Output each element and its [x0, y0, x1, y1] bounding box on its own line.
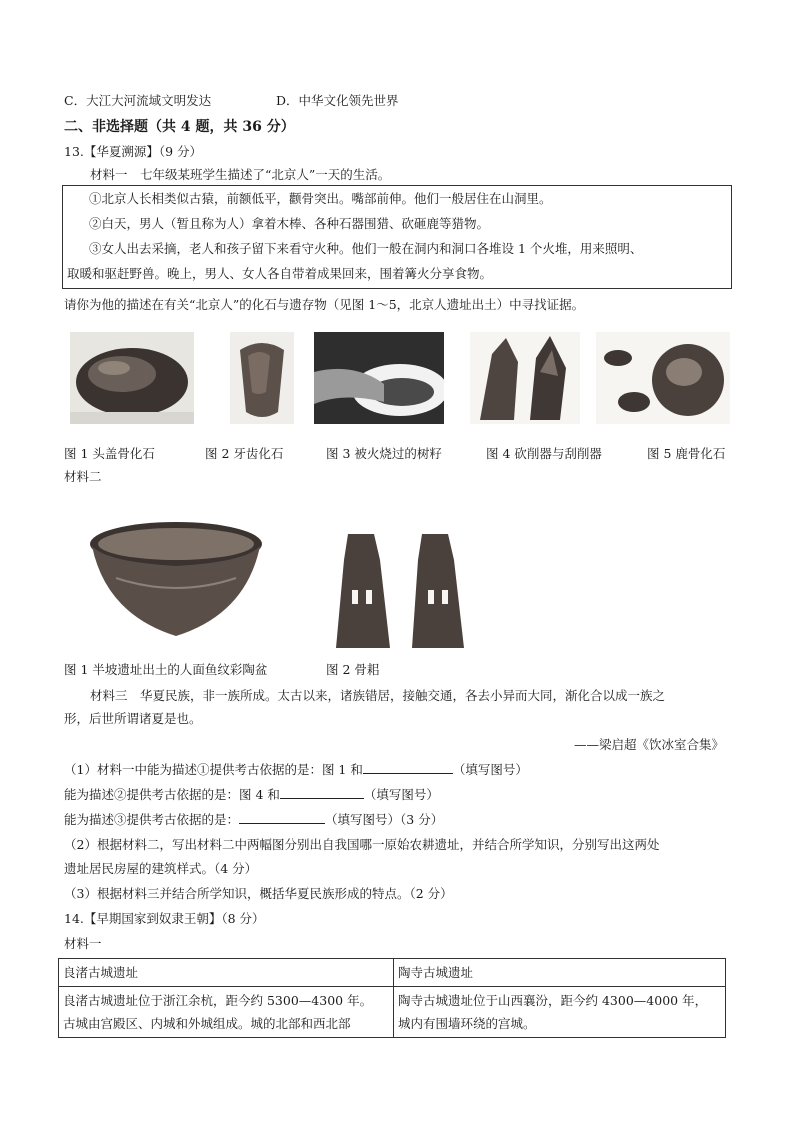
q14-title: 14.【早期国家到奴隶王朝】（8 分）: [64, 911, 265, 926]
material2-label: 材料二: [64, 469, 102, 484]
material3-line2: 形，后世所谓诸夏是也。: [64, 711, 202, 726]
table-row: [59, 987, 726, 1038]
table-header-liangzhu: 良渚古城遗址: [59, 959, 394, 987]
sub1-c-pre: 能为描述③提供考古依据的是：: [64, 812, 240, 827]
sub3-line: （3）根据材料三并结合所学知识，概括华夏民族形成的特点。（2 分）: [64, 886, 453, 901]
q13-title: 13.【华夏溯源】（9 分）: [64, 144, 203, 159]
sub1-line-b: [64, 785, 439, 803]
sub1-a-post: （填写图号）: [452, 762, 528, 777]
painted-pottery-basin-image: [86, 518, 266, 642]
answer-blank-3[interactable]: [239, 811, 325, 824]
q13-material1-intro: 材料一 七年级某班学生描述了“北京人”一天的生活。: [90, 167, 391, 182]
caption-fig5: 图 5 鹿骨化石: [647, 446, 726, 461]
answer-blank-1[interactable]: [363, 761, 453, 774]
sub2-line2: 遗址居民房屋的建筑样式。（4 分）: [64, 861, 258, 876]
sub2-line1: （2）根据材料二，写出材料二中两幅图分别出自我国哪一原始农耕遗址，并结合所学知识，分别写出这两处: [64, 837, 660, 852]
cell-liangzhu-line1: 良渚古城遗址位于浙江余杭，距今约 5300—4300 年。: [63, 993, 373, 1008]
q14-material1-label: 材料一: [64, 936, 102, 951]
caption-fig3: 图 3 被火烧过的树籽: [326, 446, 442, 461]
skull-fossil-image: [70, 332, 194, 424]
sub1-line-a: [64, 760, 528, 778]
sub1-b-post: （填写图号）: [363, 787, 439, 802]
caption-fig2: 图 2 牙齿化石: [205, 446, 284, 461]
material3-line1: 材料三 华夏民族，非一族所成。太古以来，诸族错居，接触交通，各去小异而大同，渐化合以成一族之: [90, 688, 666, 703]
sub1-c-post: （填写图号）（3 分）: [325, 812, 444, 827]
cell-taosi-line1: 陶寺古城遗址位于山西襄汾，距今约 4300—4000 年，: [398, 993, 708, 1008]
table-cell-taosi: [394, 987, 726, 1038]
box-line-4: 取暖和驱赶野兽。晚上，男人、女人各自带着成果回来，围着篝火分享食物。: [67, 266, 493, 281]
q14-comparison-table: [58, 958, 726, 1038]
caption-m2-fig1: 图 1 半坡遗址出土的人面鱼纹彩陶盆: [64, 662, 268, 677]
box-line-3: ③女人出去采摘，老人和孩子留下来看守火种。他们一般在洞内和洞口各堆设 1 个火堆，用来照明、: [89, 241, 643, 256]
burned-seeds-image: [314, 332, 444, 424]
material1-box: [62, 185, 732, 289]
sub1-a-pre: （1）材料一中能为描述①提供考古依据的是：图 1 和: [64, 762, 363, 777]
table-header-taosi: 陶寺古城遗址: [394, 959, 726, 987]
caption-m2-fig2: 图 2 骨耜: [326, 662, 380, 677]
caption-fig4: 图 4 砍削器与刮削器: [486, 446, 602, 461]
tooth-fossil-image: [230, 332, 294, 424]
option-c: C．大江大河流域文明发达: [64, 93, 212, 108]
answer-blank-2[interactable]: [280, 786, 364, 799]
table-cell-liangzhu: [59, 987, 394, 1038]
caption-fig1: 图 1 头盖骨化石: [64, 446, 155, 461]
table-header-row: [59, 959, 726, 987]
box-line-2: ②白天，男人（暂且称为人）拿着木棒、各种石器围猎、砍砸鹿等猎物。: [89, 216, 490, 231]
box-line-1: ①北京人长相类似古猿，前额低平，颧骨突出。嘴部前伸。他们一般居住在山洞里。: [89, 191, 552, 206]
sub1-b-pre: 能为描述②提供考古依据的是：图 4 和: [64, 787, 280, 802]
sub1-line-c: [64, 810, 443, 828]
material3-source: ——梁启超《饮冰室合集》: [573, 737, 724, 752]
chopper-scraper-image: [470, 332, 580, 424]
cell-taosi-line2: 城内有围墙环绕的宫城。: [398, 1016, 536, 1031]
cell-liangzhu-line2: 古城由宫殿区、内城和外城组成。城的北部和西北部: [63, 1016, 351, 1031]
section-title: 二、非选择题（共 4 题，共 36 分）: [64, 119, 295, 135]
option-d: D．中华文化领先世界: [276, 93, 399, 108]
deer-bone-fossil-image: [596, 332, 730, 424]
bone-spade-image: [330, 530, 474, 650]
q13-prompt: 请你为他的描述在有关“北京人”的化石与遗存物（见图 1～5，北京人遗址出土）中寻找证据。: [64, 297, 585, 312]
